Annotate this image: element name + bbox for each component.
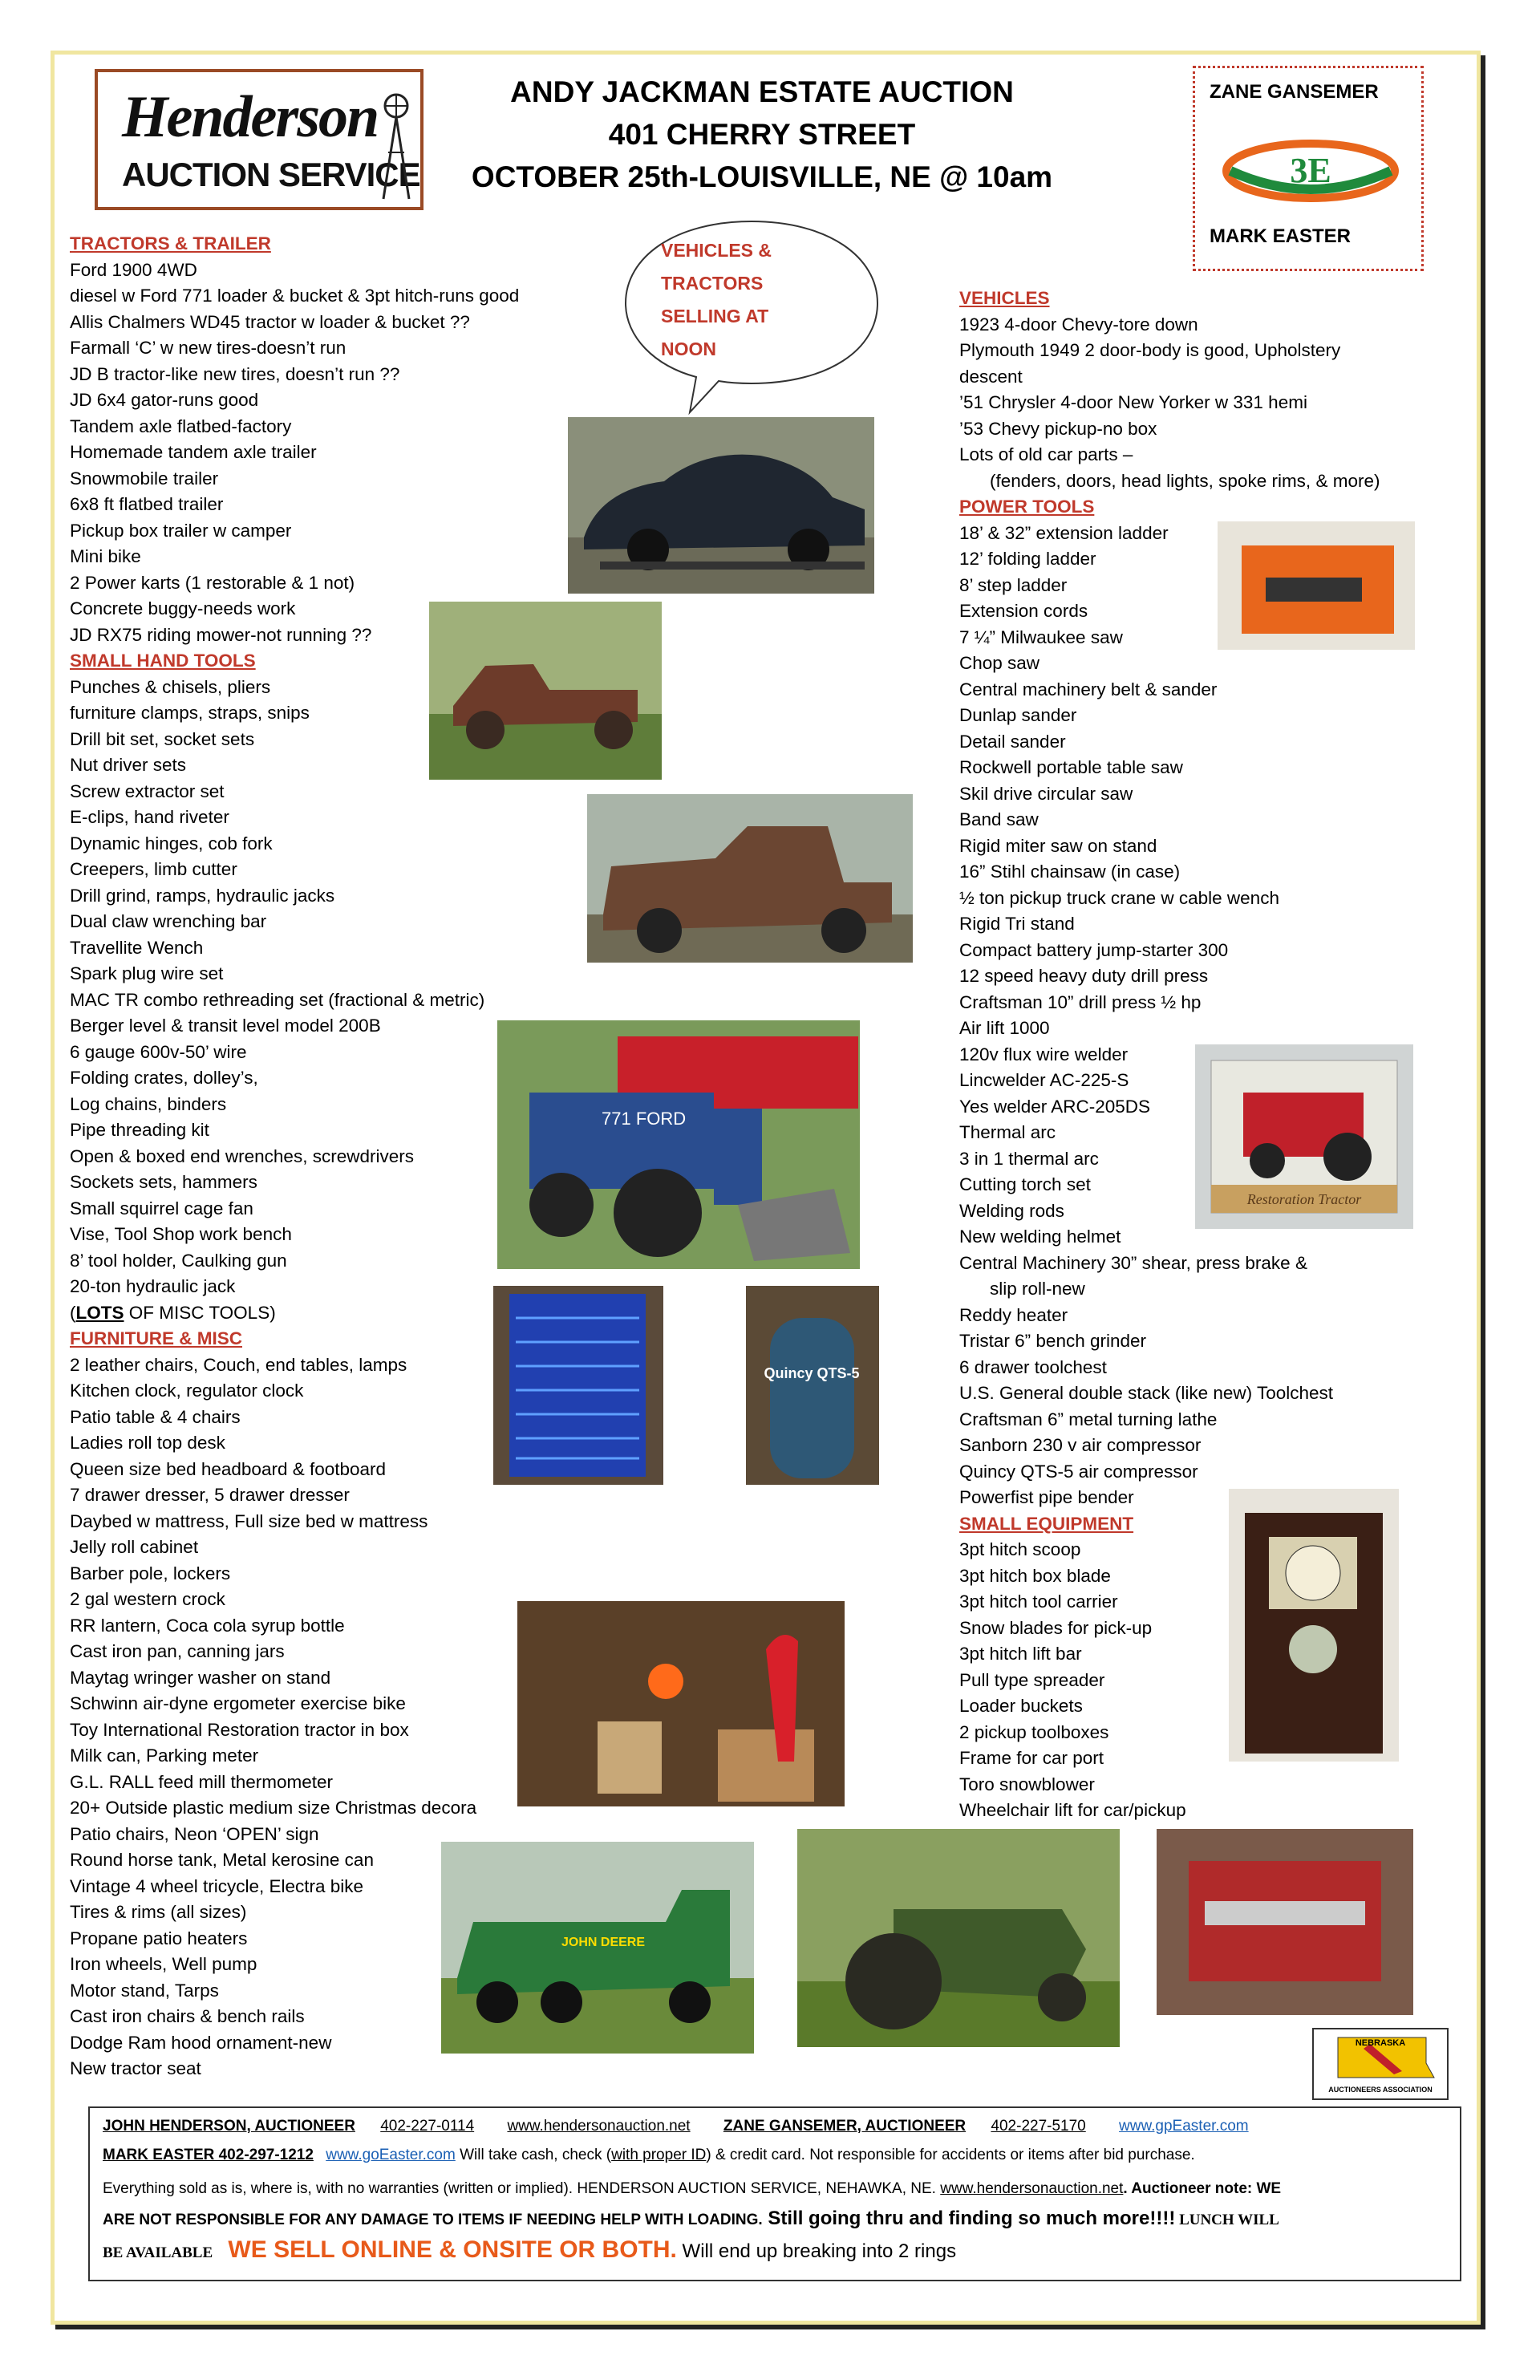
list-item: ’53 Chevy pickup-no box	[959, 418, 1157, 439]
list-item: Creepers, limb cutter	[70, 859, 237, 879]
list-item: Wheelchair lift for car/pickup	[959, 1800, 1186, 1820]
furniture-heading: FURNITURE & MISC	[70, 1328, 242, 1348]
list-item: Snow blades for pick-up	[959, 1617, 1153, 1638]
list-item: ’51 Chrysler 4-door New Yorker w 331 hemi	[959, 392, 1307, 412]
list-item: Concrete buggy-needs work	[70, 598, 296, 618]
logo-wordmark: Henderson	[122, 84, 379, 150]
auctioneers-box	[1193, 66, 1424, 271]
list-item: Dunlap sander	[959, 705, 1077, 725]
list-item: Cast iron pan, canning jars	[70, 1641, 285, 1661]
list-item: Craftsman 10” drill press ½ hp	[959, 991, 1202, 1012]
list-item: Milk can, Parking meter	[70, 1745, 259, 1766]
list-item: Band saw	[959, 809, 1039, 829]
list-item: 3pt hitch lift bar	[959, 1644, 1082, 1664]
list-item: Cutting torch set	[959, 1174, 1091, 1194]
list-item: Cast iron chairs & bench rails	[70, 2006, 305, 2026]
vehicles-heading: VEHICLES	[959, 288, 1050, 308]
ford-badge-text: 771 FORD	[602, 1109, 687, 1129]
photo-blue-toolchest	[493, 1286, 663, 1485]
power-tools-list-2	[959, 1303, 1380, 1511]
list-item: Tristar 6” bench grinder	[959, 1331, 1147, 1351]
list-item: Daybed w mattress, Full size bed w mattress	[70, 1510, 428, 1531]
tractors-heading: TRACTORS & TRAILER	[70, 233, 271, 253]
list-item: Folding crates, dolley’s,	[70, 1068, 258, 1088]
auctioneer-3-name-phone: MARK EASTER 402-297-1212	[103, 2147, 314, 2163]
list-item: furniture clamps, straps, snips	[70, 703, 310, 723]
list-item: Central Machinery 30” shear, press brake &	[959, 1252, 1307, 1273]
list-item: Rigid miter saw on stand	[959, 835, 1157, 856]
list-item: G.L. RALL feed mill thermometer	[70, 1771, 334, 1792]
list-item: Small squirrel cage fan	[70, 1198, 253, 1218]
list-item: Dual claw wrenching bar	[70, 911, 267, 931]
auctioneer-2-name: ZANE GANSEMER, AUCTIONEER	[723, 2118, 967, 2135]
list-item: Detail sander	[959, 731, 1066, 752]
list-item: 3pt hitch scoop	[959, 1539, 1081, 1559]
list-item: Snowmobile trailer	[70, 468, 219, 489]
list-item: Yes welder ARC-205DS	[959, 1096, 1151, 1117]
list-item: Nut driver sets	[70, 755, 187, 775]
photo-regulator-clock	[1229, 1489, 1399, 1762]
list-item: 3pt hitch box blade	[959, 1565, 1111, 1586]
list-item: Propane patio heaters	[70, 1928, 248, 1948]
list-item: Barber pole, lockers	[70, 1563, 231, 1583]
lots-misc-tools: (LOTS OF MISC TOOLS)	[70, 1302, 276, 1323]
nebraska-bottom-text: AUCTIONEERS ASSOCIATION	[1328, 2086, 1433, 2094]
vehicles-indent-line: (fenders, doors, head lights, spoke rims, & more)	[990, 470, 1380, 491]
list-item: Round horse tank, Metal kerosine can	[70, 1850, 374, 1870]
list-item: Sockets sets, hammers	[70, 1172, 257, 1192]
list-item: Travellite Wench	[70, 937, 204, 958]
list-item: Compact battery jump-starter 300	[959, 939, 1229, 960]
left-column	[70, 231, 519, 2082]
footer-row-1	[103, 2118, 1249, 2135]
list-item: Ladies roll top desk	[70, 1433, 225, 1453]
list-item: 2 Power karts (1 restorable & 1 not)	[70, 572, 355, 593]
list-item: 2 leather chairs, Couch, end tables, lamps	[70, 1354, 407, 1375]
list-item: Dynamic hinges, cob fork	[70, 833, 273, 853]
list-item: Vise, Tool Shop work bench	[70, 1224, 292, 1244]
title-line-1: ANDY JACKMAN ESTATE AUCTION	[510, 75, 1014, 108]
list-item: 8’ tool holder, Caulking gun	[70, 1250, 287, 1271]
noon-speech-bubble	[619, 217, 884, 421]
small-equipment-heading: SMALL EQUIPMENT	[959, 1513, 1134, 1534]
bubble-line-4: NOON	[661, 339, 716, 359]
footer-row-3	[103, 2180, 1281, 2198]
photo-jd-gator	[441, 1842, 754, 2054]
auctioneer-2-phone: 402-227-5170	[991, 2118, 1086, 2135]
bubble-line-1: VEHICLES &	[661, 240, 772, 261]
3e-emblem-icon	[1222, 139, 1399, 203]
sell-online-text: WE SELL ONLINE & ONSITE OR BOTH.	[228, 2236, 677, 2263]
list-item: Mini bike	[70, 546, 141, 566]
footer-row-4	[103, 2208, 1279, 2230]
photo-shear-brake	[1157, 1829, 1413, 2015]
list-item: Jelly roll cabinet	[70, 1537, 199, 1557]
windmill-icon	[379, 88, 414, 201]
auctioneer-1-web-link[interactable]: www.hendersonauction.net	[507, 2118, 691, 2135]
list-item: 6 drawer toolchest	[959, 1356, 1107, 1377]
list-item: Loader buckets	[959, 1696, 1083, 1716]
list-item: E-clips, hand riveter	[70, 807, 229, 827]
list-item: descent	[959, 366, 1023, 387]
list-item: Tandem axle flatbed-factory	[70, 416, 292, 436]
list-item: 7 ¼” Milwaukee saw	[959, 626, 1123, 647]
list-item: Queen size bed headboard & footboard	[70, 1458, 387, 1479]
list-item: Spark plug wire set	[70, 963, 224, 983]
list-item: Plymouth 1949 2 door-body is good, Upholstery	[959, 340, 1341, 360]
list-item: Quincy QTS-5 air compressor	[959, 1461, 1198, 1482]
list-item: 18’ & 32” extension ladder	[959, 522, 1169, 543]
list-item: Rockwell portable table saw	[959, 757, 1183, 777]
list-item: Ford 1900 4WD	[70, 259, 197, 280]
list-item: Iron wheels, Well pump	[70, 1954, 257, 1974]
list-item: Toro snowblower	[959, 1774, 1095, 1794]
hand-tools-heading: SMALL HAND TOOLS	[70, 651, 256, 671]
list-item: Vintage 4 wheel tricycle, Electra bike	[70, 1875, 364, 1896]
list-item: Powerfist pipe bender	[959, 1487, 1134, 1507]
list-item: MAC TR combo rethreading set (fractional & metric)	[70, 989, 485, 1010]
photo-ford-tractor	[497, 1020, 860, 1269]
not-responsible-text: ARE NOT RESPONSIBLE FOR ANY DAMAGE TO ITEMS IF NEEDING HELP WITH LOADING.	[103, 2212, 763, 2228]
list-item: Thermal arc	[959, 1122, 1056, 1142]
list-item: 16” Stihl chainsaw (in case)	[959, 862, 1181, 882]
list-item: 3pt hitch tool carrier	[959, 1591, 1118, 1612]
list-item: 2 pickup toolboxes	[959, 1721, 1109, 1742]
bubble-line-3: SELLING AT	[661, 306, 769, 326]
auctioneer-note-label: . Auctioneer note: WE	[1123, 2180, 1282, 2197]
list-item: Open & boxed end wrenches, screwdrivers	[70, 1145, 414, 1166]
list-item: Reddy heater	[959, 1304, 1068, 1325]
payment-text-1: Will take cash, check (	[455, 2147, 612, 2163]
list-item: 1923 4-door Chevy-tore down	[959, 314, 1198, 334]
vehicles-list	[959, 312, 1380, 468]
power-tools-heading: POWER TOOLS	[959, 497, 1095, 517]
list-item: 6 gauge 600v-50’ wire	[70, 1041, 247, 1062]
tractors-list	[70, 257, 519, 649]
list-item: Toy International Restoration tractor in box	[70, 1719, 409, 1740]
footer-row-2	[103, 2147, 1195, 2164]
list-item: Skil drive circular saw	[959, 783, 1133, 804]
list-item: JD B tractor-like new tires, doesn’t run ??	[70, 363, 400, 384]
auction-title	[449, 71, 1075, 198]
list-item: Punches & chisels, pliers	[70, 676, 271, 697]
list-item: Farmall ‘C’ w new tires-doesn’t run	[70, 338, 346, 358]
toy-box-label: Restoration Tractor	[1246, 1191, 1362, 1207]
sold-web-link[interactable]: www.hendersonauction.net	[940, 2180, 1124, 2197]
list-item: 7 drawer dresser, 5 drawer dresser	[70, 1485, 350, 1505]
footer-box	[88, 2106, 1461, 2281]
nebraska-auctioneers-logo	[1312, 2028, 1449, 2100]
still-going-text: Still going thru and finding so much more!!!!	[762, 2208, 1176, 2229]
list-item: Pickup box trailer w camper	[70, 520, 292, 541]
photo-chevy-pickup	[587, 794, 913, 963]
list-item: 20+ Outside plastic medium size Christmas decora	[70, 1798, 477, 1818]
list-item: Patio chairs, Neon ‘OPEN’ sign	[70, 1823, 319, 1844]
list-item: Sanborn 230 v air compressor	[959, 1435, 1202, 1455]
list-item: Drill bit set, socket sets	[70, 728, 255, 749]
list-item: 3 in 1 thermal arc	[959, 1148, 1099, 1169]
list-item: Dodge Ram hood ornament-new	[70, 2032, 332, 2053]
list-item: 2 gal western crock	[70, 1589, 225, 1609]
bubble-line-2: TRACTORS	[661, 273, 764, 294]
auctioneer-2-web-link[interactable]: www.gpEaster.com	[1119, 2118, 1249, 2135]
payment-underline: with proper ID	[611, 2147, 707, 2163]
list-item: Lots of old car parts –	[959, 444, 1133, 464]
photo-toy-tractor-box	[1195, 1044, 1413, 1229]
gator-badge-text: JOHN DEERE	[561, 1936, 646, 1949]
list-item: Central machinery belt & sander	[959, 679, 1218, 699]
available-text: BE AVAILABLE	[103, 2244, 213, 2261]
quincy-label: Quincy QTS-5	[764, 1365, 860, 1381]
list-item: Allis Chalmers WD45 tractor w loader & bucket ??	[70, 311, 470, 332]
list-item: Berger level & transit level model 200B	[70, 1016, 381, 1036]
auctioneer-name-1: ZANE GANSEMER	[1210, 81, 1379, 103]
list-item: Kitchen clock, regulator clock	[70, 1381, 304, 1401]
list-item: Drill grind, ramps, hydraulic jacks	[70, 885, 335, 906]
nebraska-top-text: NEBRASKA	[1355, 2038, 1406, 2048]
list-item: Log chains, binders	[70, 1093, 227, 1114]
list-item: Extension cords	[959, 601, 1088, 621]
emblem-text: 3E	[1290, 151, 1331, 190]
list-item: RR lantern, Coca cola syrup bottle	[70, 1615, 345, 1636]
lots-word: LOTS	[75, 1302, 124, 1323]
list-item: Homemade tandem axle trailer	[70, 442, 317, 462]
photo-1923-chevy	[429, 602, 662, 780]
photo-stihl-chainsaw	[1218, 521, 1415, 650]
logo-subtitle: AUCTION SERVICE	[122, 156, 420, 193]
list-item: Patio table & 4 chairs	[70, 1406, 241, 1427]
photo-jd-b-tractor	[797, 1829, 1120, 2047]
list-item: Schwinn air-dyne ergometer exercise bike	[70, 1693, 406, 1713]
list-item: Air lift 1000	[959, 1018, 1050, 1038]
sold-as-is-text: Everything sold as is, where is, with no warranties (written or implied). HENDERSON AUCTION SERVICE, NEHAWKA, NE.	[103, 2180, 941, 2197]
list-item: ½ ton pickup truck crane w cable wench	[959, 887, 1279, 908]
list-item: 12 speed heavy duty drill press	[959, 966, 1209, 986]
list-item: 6x8 ft flatbed trailer	[70, 494, 224, 514]
auctioneer-3-web-link[interactable]: www.goEaster.com	[326, 2147, 456, 2163]
list-item: Pipe threading kit	[70, 1120, 209, 1140]
list-item: Tires & rims (all sizes)	[70, 1902, 247, 1922]
list-item: 12’ folding ladder	[959, 549, 1096, 569]
list-item: JD 6x4 gator-runs good	[70, 390, 259, 410]
henderson-logo	[95, 69, 424, 210]
list-item: Frame for car port	[959, 1748, 1104, 1768]
auctioneer-1-name: JOHN HENDERSON, AUCTIONEER	[103, 2118, 355, 2135]
list-item: Screw extractor set	[70, 780, 225, 801]
list-item: Chop saw	[959, 653, 1040, 673]
list-item: diesel w Ford 771 loader & bucket & 3pt hitch-runs good	[70, 286, 520, 306]
list-item: 20-ton hydraulic jack	[70, 1276, 236, 1296]
list-item: Craftsman 6” metal turning lathe	[959, 1409, 1218, 1429]
photo-christmas-decor	[517, 1601, 845, 1806]
list-item: Rigid Tri stand	[959, 914, 1075, 934]
list-item: 120v flux wire welder	[959, 1044, 1129, 1064]
list-item: Pull type spreader	[959, 1669, 1105, 1690]
auctioneer-name-2: MARK EASTER	[1210, 225, 1352, 247]
list-item: Maytag wringer washer on stand	[70, 1667, 331, 1688]
photo-quincy-compressor	[746, 1286, 879, 1485]
list-item: U.S. General double stack (like new) Toolchest	[959, 1383, 1334, 1403]
list-item: Lincwelder AC-225-S	[959, 1070, 1129, 1090]
list-item: New tractor seat	[70, 2058, 201, 2078]
list-item: Motor stand, Tarps	[70, 1980, 219, 2001]
lunch-text: LUNCH WILL	[1175, 2212, 1279, 2228]
list-item: 8’ step ladder	[959, 574, 1068, 595]
power-tools-indent-line: slip roll-new	[990, 1279, 1085, 1299]
title-line-2: 401 CHERRY STREET	[608, 118, 916, 151]
two-rings-text: Will end up breaking into 2 rings	[676, 2240, 957, 2262]
photo-plymouth-car	[568, 417, 874, 594]
title-line-3: OCTOBER 25th-LOUISVILLE, NE @ 10am	[471, 160, 1053, 193]
footer-row-5	[103, 2236, 956, 2264]
auctioneer-1-phone: 402-227-0114	[380, 2118, 475, 2135]
payment-text-2: ) & credit card. Not responsible for accidents or items after bid purchase.	[706, 2147, 1195, 2163]
list-item: JD RX75 riding mower-not running ??	[70, 624, 372, 645]
list-item: Welding rods	[959, 1200, 1064, 1221]
list-item: New welding helmet	[959, 1226, 1121, 1247]
